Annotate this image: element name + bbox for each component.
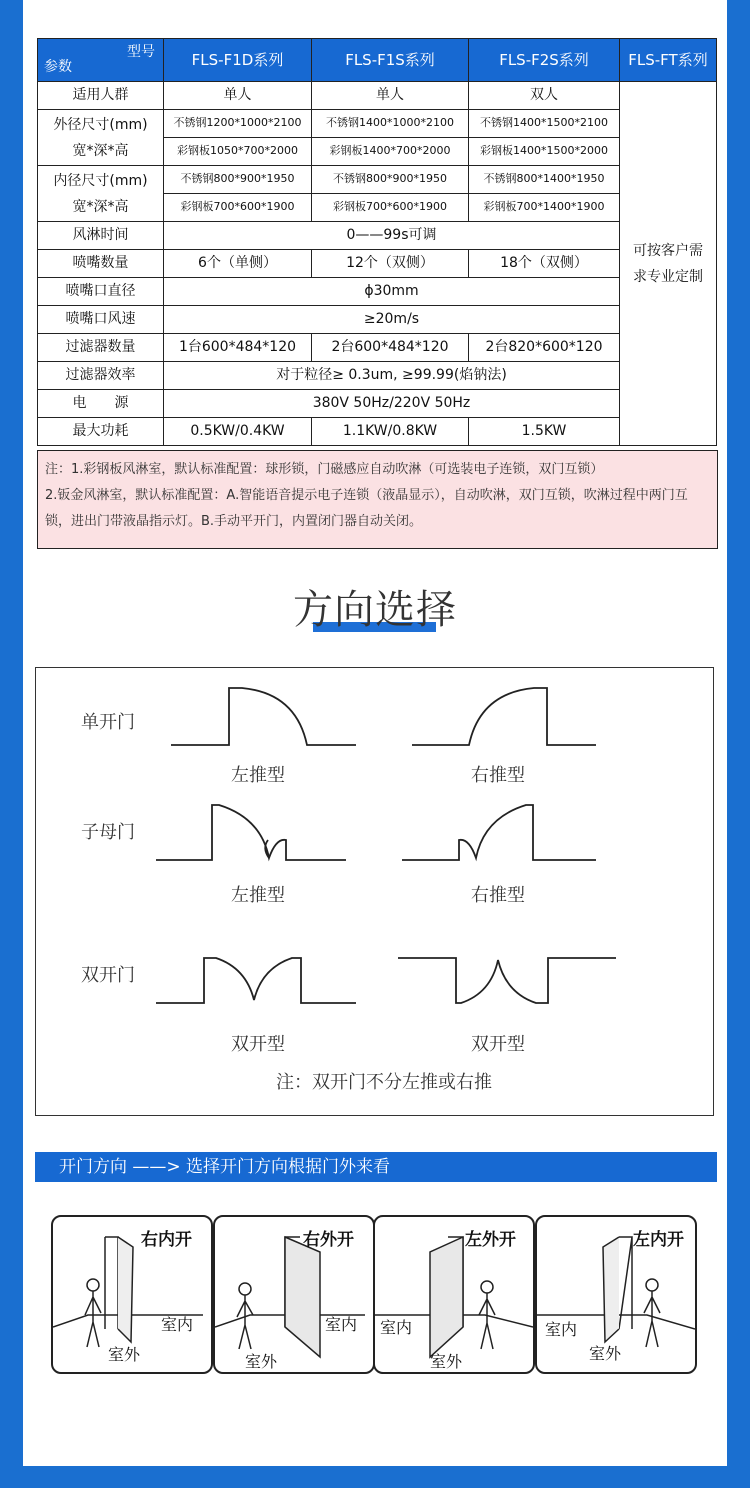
row-label-line: 宽*深*高: [72, 142, 129, 159]
table-cell: 1.5KW: [469, 418, 620, 446]
row-label-line: 内径尺寸(mm): [53, 172, 148, 189]
opening-direction-bar: 开门方向 ——> 选择开门方向根据门外来看: [35, 1152, 717, 1182]
table-cell: 对于粒径≥ 0.3um, ≥99.99(焰钠法): [164, 362, 620, 390]
door-card-right-inward: [51, 1215, 213, 1374]
table-cell: 不锈钢800*900*1950: [312, 166, 469, 194]
card-title: 右内开: [141, 1230, 192, 1250]
door-card-left-inward: [535, 1215, 697, 1374]
card-outdoor-label: 室外: [589, 1344, 622, 1363]
row-label: 风淋时间: [38, 222, 164, 250]
door-card-left-outward: [373, 1215, 535, 1374]
card-title: 左外开: [465, 1230, 516, 1250]
table-row: [38, 334, 717, 362]
card-outdoor-label: 室外: [245, 1352, 278, 1371]
row-label: 过滤器效率: [38, 362, 164, 390]
table-cell: 不锈钢1400*1500*2100: [469, 110, 620, 138]
table-row: [38, 418, 717, 446]
header-diagonal-cell: [38, 39, 164, 82]
table-cell: 380V 50Hz/220V 50Hz: [164, 390, 620, 418]
door-swing-drawing: [36, 668, 715, 1117]
table-cell: 不锈钢1400*1000*2100: [312, 110, 469, 138]
double-note: 注：双开门不分左推或右推: [276, 1072, 492, 1093]
table-header-row: [38, 39, 717, 82]
door-leaf-icon: [603, 1237, 619, 1342]
single-left-label: 左推型: [231, 765, 285, 786]
table-cell: 彩钢板700*600*1900: [164, 194, 312, 222]
table-row: [38, 166, 717, 194]
table-row: [38, 278, 717, 306]
note-line: 注：1.彩钢板风淋室，默认标准配置：球形锁，门磁感应自动吹淋（可选装电子连锁，双门互锁）: [45, 462, 604, 477]
table-cell: 双人: [469, 82, 620, 110]
param-header: 参数: [44, 58, 72, 75]
table-cell: 2台600*484*120: [312, 334, 469, 362]
mother-left-swing-icon: [156, 805, 346, 860]
mother-left-label: 左推型: [231, 885, 285, 906]
card-indoor-label: 室内: [161, 1315, 194, 1334]
row-label: 喷嘴数量: [38, 250, 164, 278]
card-outdoor-label: 室外: [430, 1352, 463, 1371]
mother-right-label: 右推型: [471, 885, 525, 906]
table-cell: 0——99s可调: [164, 222, 620, 250]
spec-table: [37, 38, 717, 446]
person-body-icon: [85, 1291, 101, 1347]
table-cell: ϕ30mm: [164, 278, 620, 306]
table-row: [38, 222, 717, 250]
col-header: FLS-FT系列: [620, 39, 717, 82]
table-row: [38, 82, 717, 110]
door-card-right-outward: [213, 1215, 375, 1374]
single-right-label: 右推型: [471, 765, 525, 786]
card-title: 右外开: [303, 1230, 354, 1250]
col-header: FLS-F1D系列: [164, 39, 312, 82]
door-leaf-icon: [118, 1237, 133, 1342]
card-outdoor-label: 室外: [108, 1345, 141, 1364]
table-cell: 18个（双侧）: [469, 250, 620, 278]
row-label-line: 外径尺寸(mm): [53, 116, 148, 133]
row-label: 电 源: [38, 390, 164, 418]
table-cell: ≥20m/s: [164, 306, 620, 334]
table-cell: 单人: [164, 82, 312, 110]
person-head-icon: [239, 1283, 251, 1295]
table-cell: 1台600*484*120: [164, 334, 312, 362]
table-cell: 6个（单侧）: [164, 250, 312, 278]
table-cell: 彩钢板700*1400*1900: [469, 194, 620, 222]
row-label: [38, 110, 164, 166]
mother-door-label: 子母门: [81, 822, 135, 843]
custom-note-cell: 可按客户需求专业定制: [620, 82, 717, 446]
card-indoor-label: 室内: [325, 1315, 358, 1334]
row-label: 喷嘴口直径: [38, 278, 164, 306]
row-label-line: 宽*深*高: [72, 198, 129, 215]
card-title: 左内开: [633, 1230, 684, 1250]
row-label: 最大功耗: [38, 418, 164, 446]
row-label: [38, 166, 164, 222]
model-header: 型号: [127, 44, 155, 60]
person-body-icon: [237, 1295, 253, 1349]
table-cell: 2台820*600*120: [469, 334, 620, 362]
door-direction-diagram: [35, 667, 714, 1116]
double-left-label: 双开型: [231, 1034, 285, 1055]
table-notes: [37, 450, 718, 549]
person-body-icon: [644, 1291, 660, 1347]
single-right-swing-icon: [412, 688, 596, 745]
single-left-swing-icon: [171, 688, 356, 745]
table-cell: 12个（双侧）: [312, 250, 469, 278]
table-row: [38, 362, 717, 390]
table-cell: 彩钢板700*600*1900: [312, 194, 469, 222]
row-label: 过滤器数量: [38, 334, 164, 362]
double-swing-icon-2: [398, 958, 616, 1003]
table-cell: 1.1KW/0.8KW: [312, 418, 469, 446]
double-door-label: 双开门: [81, 965, 135, 986]
col-header: FLS-F2S系列: [469, 39, 620, 82]
card-indoor-label: 室内: [545, 1320, 578, 1339]
section-title: 方向选择: [293, 587, 457, 633]
table-cell: 不锈钢800*1400*1950: [469, 166, 620, 194]
col-header: FLS-F1S系列: [312, 39, 469, 82]
row-label: 适用人群: [38, 82, 164, 110]
door-leaf-icon: [285, 1237, 320, 1357]
person-head-icon: [87, 1279, 99, 1291]
mother-right-swing-icon: [402, 805, 596, 860]
table-cell: 彩钢板1050*700*2000: [164, 138, 312, 166]
card-indoor-label: 室内: [380, 1318, 413, 1337]
table-row: [38, 110, 717, 138]
double-right-label: 双开型: [471, 1034, 525, 1055]
person-head-icon: [481, 1281, 493, 1293]
table-row: [38, 390, 717, 418]
person-head-icon: [646, 1279, 658, 1291]
door-leaf-icon: [430, 1237, 463, 1357]
table-cell: 0.5KW/0.4KW: [164, 418, 312, 446]
note-line: 2.钣金风淋室，默认标准配置：A.智能语音提示电子连锁（液晶显示），自动吹淋，双门互锁，吹淋过程中两门互锁，进出门带液晶指示灯。B.手动平开门，内置闭门器自动关闭。: [45, 488, 688, 529]
table-cell: 彩钢板1400*1500*2000: [469, 138, 620, 166]
double-swing-icon-1: [156, 958, 356, 1003]
content-panel: [23, 0, 727, 1466]
table-cell: 不锈钢1200*1000*2100: [164, 110, 312, 138]
table-cell: 彩钢板1400*700*2000: [312, 138, 469, 166]
person-body-icon: [479, 1293, 495, 1349]
table-cell: 不锈钢800*900*1950: [164, 166, 312, 194]
single-door-label: 单开门: [81, 712, 135, 733]
table-cell: 单人: [312, 82, 469, 110]
table-row: [38, 306, 717, 334]
row-label: 喷嘴口风速: [38, 306, 164, 334]
table-row: [38, 250, 717, 278]
